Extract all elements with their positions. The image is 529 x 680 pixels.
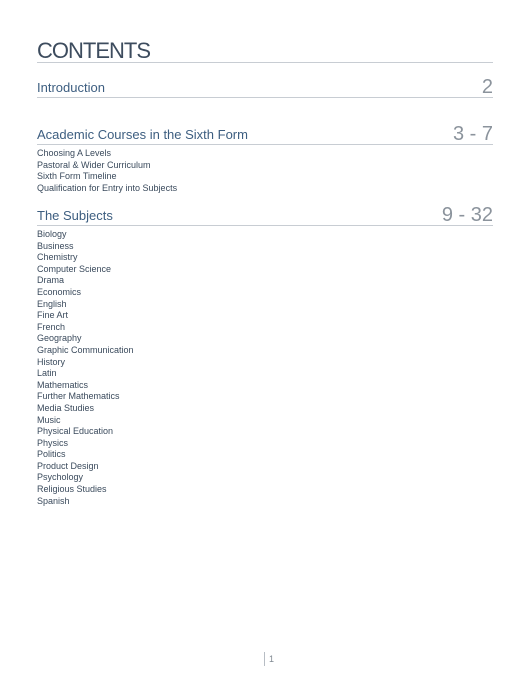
list-item: Media Studies bbox=[37, 402, 95, 413]
list-item: Physical Education bbox=[37, 426, 114, 437]
section-divider bbox=[37, 97, 493, 98]
list-item: Sixth Form Timeline bbox=[37, 171, 117, 182]
section-divider bbox=[37, 225, 493, 226]
section-header bbox=[37, 122, 493, 144]
section-page-range: 9 - 32 bbox=[441, 204, 493, 226]
list-item: Computer Science bbox=[37, 263, 112, 274]
list-item: Music bbox=[37, 414, 61, 425]
list-item: Spanish bbox=[37, 495, 70, 506]
list-item: Fine Art bbox=[37, 310, 69, 321]
list-item: Physics bbox=[37, 437, 69, 448]
list-item: Choosing A Levels bbox=[37, 148, 112, 158]
section-title: Academic Courses in the Sixth Form bbox=[37, 127, 248, 142]
list-item: Religious Studies bbox=[37, 484, 107, 495]
list-item: Geography bbox=[37, 333, 82, 344]
list-item: Qualification for Entry into Subjects bbox=[37, 182, 178, 193]
section-introduction bbox=[37, 75, 493, 98]
section-item-list bbox=[37, 148, 493, 194]
section-header bbox=[37, 203, 493, 225]
list-item: Biology bbox=[37, 229, 67, 239]
list-item: English bbox=[37, 298, 67, 309]
list-item: French bbox=[37, 321, 66, 332]
title-divider bbox=[37, 62, 493, 63]
list-item: Mathematics bbox=[37, 379, 89, 390]
list-item: Psychology bbox=[37, 472, 84, 483]
list-item: Politics bbox=[37, 449, 66, 460]
section-page-range: 3 - 7 bbox=[452, 123, 493, 145]
list-item: Product Design bbox=[37, 460, 99, 471]
section-header bbox=[37, 75, 493, 97]
section-item-list bbox=[37, 229, 493, 507]
page-number: 1 bbox=[264, 652, 274, 666]
section-academic-courses bbox=[37, 122, 493, 194]
list-item: Economics bbox=[37, 286, 82, 297]
list-item: Graphic Communication bbox=[37, 344, 134, 355]
list-item: Business bbox=[37, 240, 74, 251]
list-item: Further Mathematics bbox=[37, 391, 120, 402]
list-item: Pastoral & Wider Curriculum bbox=[37, 159, 151, 170]
list-item: Drama bbox=[37, 275, 65, 286]
section-the-subjects bbox=[37, 203, 493, 507]
list-item: Latin bbox=[37, 368, 57, 379]
section-divider bbox=[37, 144, 493, 145]
list-item: Chemistry bbox=[37, 252, 78, 263]
section-page-range: 2 bbox=[481, 76, 493, 98]
section-title: Introduction bbox=[37, 80, 105, 95]
section-title: The Subjects bbox=[37, 208, 113, 223]
page-title: CONTENTS bbox=[37, 38, 150, 63]
list-item: History bbox=[37, 356, 66, 367]
